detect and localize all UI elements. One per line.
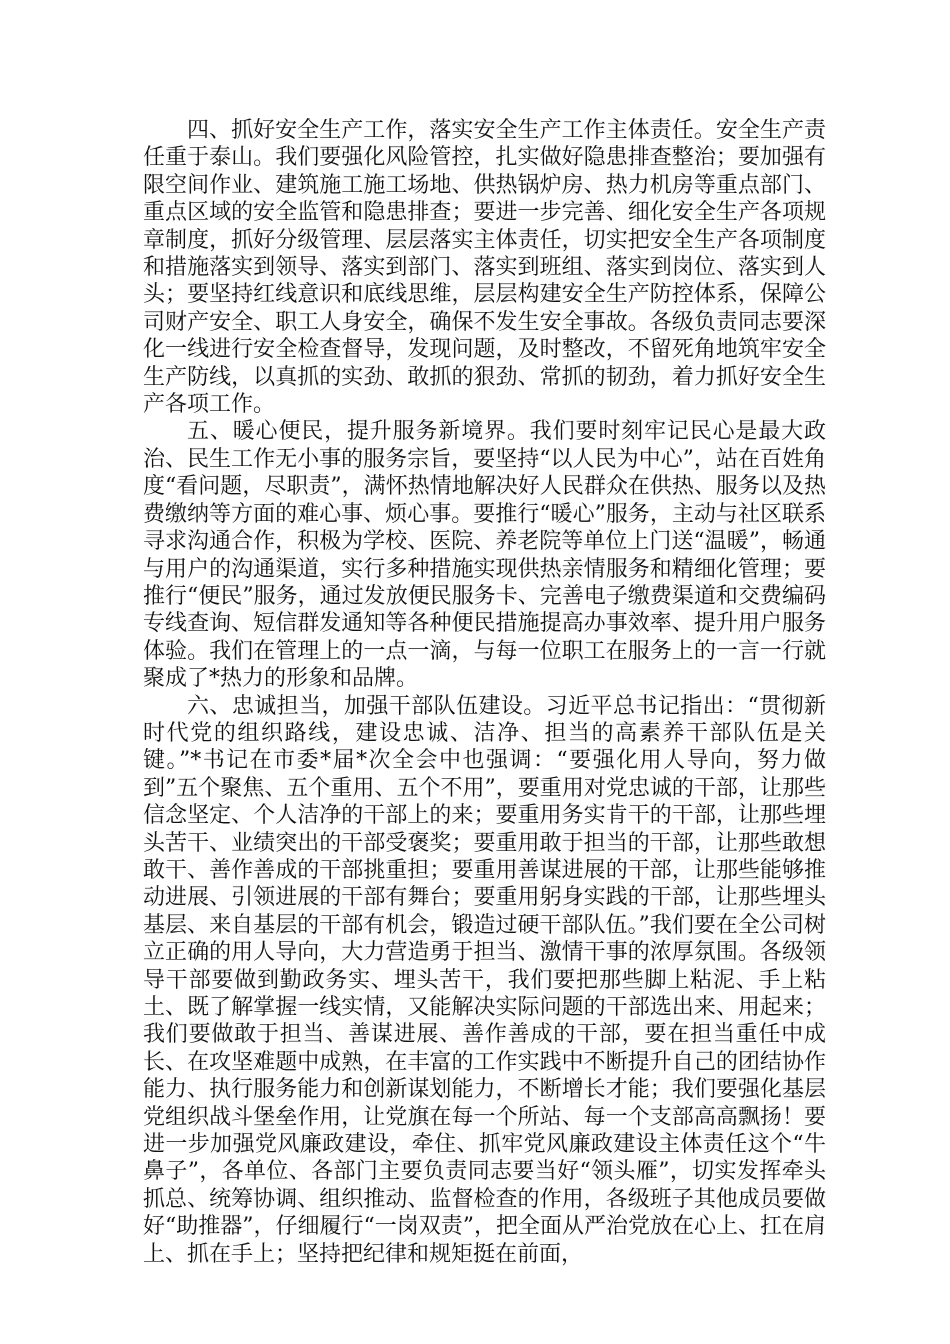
paragraph-cadre-team: 六、忠诚担当，加强干部队伍建设。习近平总书记指出：“贯彻新时代党的组织路线，建设忠诚、洁净、担当的高素养干部队伍是关键。”*书记在市委*届*次全会中也强调：“要强化用人导向，努力做到”五个聚焦、五个重用、五个不用”，要重用对党忠诚的干部，让那些信念坚定、个人洁净的干部上的来；要重用务实肯干的干部，让那些埋头苦干、业绩突出的干部受褒奖；要重用敢于担当的干部，让那些敢想敢干、善作善成的干部挑重担；要重用善谋进展的干部，让那些能够推动进展、引领进展的干部有舞台；要重用躬身实践的干部，让那些埋头基层、来自基层的干部有机会，锻造过硬干部队伍。”我们要在全公司树立正确的用人导向，大力营造勇于担当、激情干事的浓厚氛围。各级领导干部要做到勤政务实、埋头苦干，我们要把那些脚上粘泥、手上粘土、既了解掌握一线实情，又能解决实际问题的干部选出来、用起来；我们要做敢于担当、善谋进展、善作善成的干部，要在担当重任中成长、在攻坚难题中成熟，在丰富的工作实践中不断提升自己的团结协作能力、执行服务能力和创新谋划能力，不断增长才能；我们要强化基层党组织战斗堡垒作用，让党旗在每一个所站、每一个支部高高飘扬！要进一步加强党风廉政建设，牵住、抓牢党风廉政建设主体责任这个“牛鼻子”，各单位、各部门主要负责同志要当好“领头雁”，切实发挥牵头抓总、统筹协调、组织推动、监督检查的作用，各级班子其他成员要做好“助推器”，仔细履行“一岗双责”，把全面从严治党放在心上、扛在肩上、抓在手上；坚持把纪律和规矩挺在前面， — [143, 693, 826, 1267]
paragraph-safety-production: 四、抓好安全生产工作，落实安全生产工作主体责任。安全生产责任重于泰山。我们要强化风险管控，扎实做好隐患排查整治；要加强有限空间作业、建筑施工施工场地、供热锅炉房、热力机房等重点部门、重点区域的安全监管和隐患排查；要进一步完善、细化安全生产各项规章制度，抓好分级管理、层层落实主体责任，切实把安全生产各项制度和措施落实到领导、落实到部门、落实到班组、落实到岗位、落实到人头；要坚持红线意识和底线思维，层层构建安全生产防控体系，保障公司财产安全、职工人身安全，确保不发生安全事故。各级负责同志要深化一线进行安全检查督导，发现问题，及时整改，不留死角地筑牢安全生产防线，以真抓的实劲、敢抓的狠劲、常抓的韧劲，着力抓好安全生产各项工作。 — [143, 118, 826, 418]
document-body — [143, 117, 826, 1268]
paragraph-convenient-service: 五、暖心便民，提升服务新境界。我们要时刻牢记民心是最大政治、民生工作无小事的服务宗旨，要坚持“以人民为中心”，站在百姓角度“看问题，尽职责”，满怀热情地解决好人民群众在供热、服务以及热费缴纳等方面的难心事、烦心事。要推行“暖心”服务，主动与社区联系寻求沟通合作，积极为学校、医院、养老院等单位上门送“温暖”，畅通与用户的沟通渠道，实行多种措施实现供热亲情服务和精细化管理；要推行“便民”服务，通过发放便民服务卡、完善电子缴费渠道和交费编码专线查询、短信群发通知等各种便民措施提高办事效率、提升用户服务体验。我们在管理上的一点一滴，与每一位职工在服务上的一言一行就聚成了*热力的形象和品牌。 — [143, 419, 826, 692]
